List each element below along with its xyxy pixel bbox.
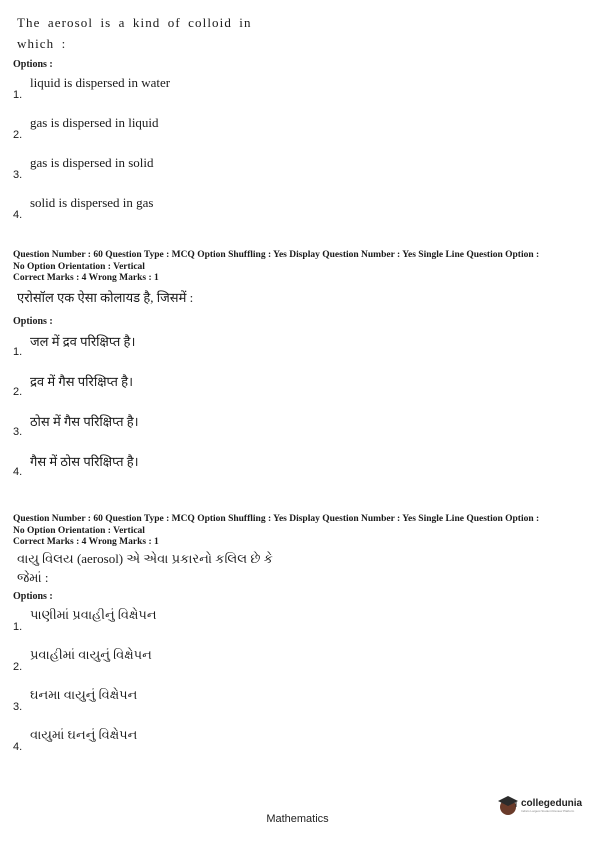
options-list [13,603,583,763]
option-number: 2. [13,385,23,398]
option-2 [13,368,583,408]
question-text-line-2: which : [17,36,67,51]
option-2 [13,643,583,683]
option-number: 2. [13,660,23,673]
question-meta-line-1: Question Number : 60 Question Type : MCQ Option Shuffling : Yes Display Question Number : Yes Single Line Question Option : [13,514,540,524]
option-3 [13,151,583,191]
logo-wordmark: collegedunia [521,797,583,809]
option-number: 4. [13,740,23,753]
question-text-line-1: The aerosol is a kind of colloid in [17,15,252,30]
option-text: પાણીમાં પ્રવાહીનું વિક્ષેપન [30,606,157,622]
option-text: gas is dispersed in solid [30,155,154,170]
question-block-gujarati [13,514,583,763]
option-text: ઘનમા વાયુનું વિક્ષેપન [30,686,138,702]
option-1 [13,71,583,111]
option-1 [13,328,583,368]
option-text: गैस में ठोस परिक्षिप्त है। [30,453,139,469]
question-block-english [13,12,583,231]
option-3 [13,683,583,723]
option-text: liquid is dispersed in water [30,75,171,90]
options-label: Options : [13,59,53,70]
option-number: 3. [13,700,23,713]
question-meta-line-2: No Option Orientation : Vertical [13,525,145,536]
option-4 [13,723,583,763]
footer-subject: Mathematics [266,813,329,825]
question-meta-line-1: Question Number : 60 Question Type : MCQ Option Shuffling : Yes Display Question Number : Yes Single Line Question Option : [13,250,540,260]
option-2 [13,111,583,151]
option-number: 3. [13,169,23,181]
option-3 [13,408,583,448]
question-text-line-2: જેમાં : [17,569,49,585]
question-text-line-1: વાયુ વિલય (aerosol) એ એવા પ્રકારનો કલિલ છે કે [17,550,273,566]
option-1 [13,603,583,643]
options-label: Options : [13,590,53,602]
option-text: solid is dispersed in gas [30,195,154,210]
option-number: 4. [13,209,23,221]
option-number: 1. [13,620,23,633]
option-number: 2. [13,129,23,141]
question-block-hindi [13,250,583,488]
option-text: gas is dispersed in liquid [30,115,159,130]
option-number: 3. [13,425,23,438]
question-text: एरोसॉल एक ऐसा कोलायड है, जिसमें : [17,289,194,305]
option-4 [13,448,583,488]
option-number: 4. [13,465,23,478]
option-text: जल में द्रव परिक्षिप्त है। [30,333,136,349]
option-text: વાયુમાં ઘનનું વિક્ષેપન [30,726,138,742]
option-number: 1. [13,89,23,101]
option-4 [13,191,583,231]
options-list [13,71,583,231]
option-text: પ્રવાહીમાં વાયુનું વિક્ષેપન [30,646,152,662]
option-text: द्रव में गैस परिक्षिप्त है। [30,373,134,389]
option-text: ठोस में गैस परिक्षिप्त है। [30,413,139,429]
marks-info: Correct Marks : 4 Wrong Marks : 1 [13,273,159,283]
option-number: 1. [13,345,23,358]
options-list [13,328,583,488]
marks-info: Correct Marks : 4 Wrong Marks : 1 [13,537,159,547]
options-label: Options : [13,315,53,327]
question-meta-line-2: No Option Orientation : Vertical [13,261,145,272]
logo-tagline: India's Largest Student Review Platform [521,808,575,813]
